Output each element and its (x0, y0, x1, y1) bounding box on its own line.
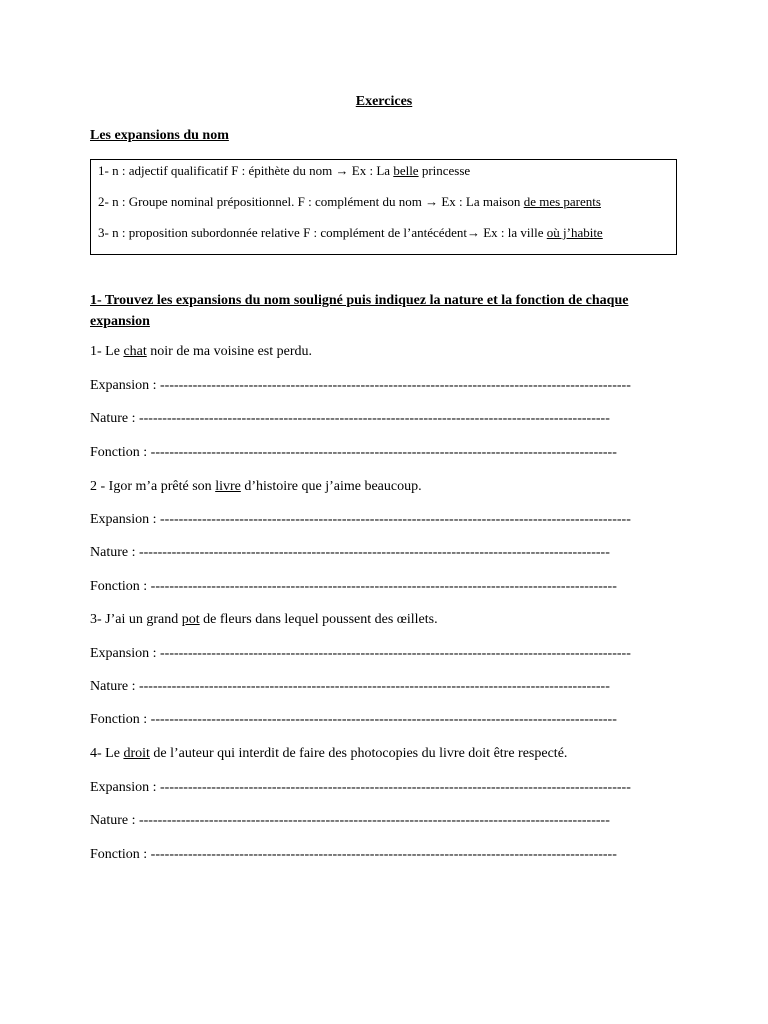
rule-example-underlined: de mes parents (523, 194, 601, 209)
answer-expansion-2: Expansion : ----------------------------------------------------------------------------------------------------- (90, 512, 631, 527)
question-4 (90, 746, 567, 762)
answer-nature-4: Nature : ----------------------------------------------------------------------------------------------------- (90, 813, 610, 828)
page-title: Exercices (355, 94, 413, 109)
question-text: 4- Le (90, 746, 124, 761)
question-3 (90, 612, 438, 628)
rule-1 (98, 163, 470, 179)
rule-text: 2- n : Groupe nominal prépositionnel. F : complément du nom → Ex : La maison (98, 194, 524, 209)
answer-fonction-2: Fonction : ---------------------------------------------------------------------------------------------------- (90, 579, 617, 594)
answer-expansion-4: Expansion : ----------------------------------------------------------------------------------------------------- (90, 780, 631, 795)
underlined-noun: livre (215, 479, 241, 494)
answer-fonction-4: Fonction : ---------------------------------------------------------------------------------------------------- (90, 847, 617, 862)
answer-fonction-3: Fonction : ---------------------------------------------------------------------------------------------------- (90, 712, 617, 727)
question-text: 3- J’ai un grand (90, 612, 182, 627)
underlined-noun: droit (123, 746, 150, 761)
underlined-noun: chat (123, 344, 147, 359)
question-text: de l’auteur qui interdit de faire des photocopies du livre doit être respecté. (149, 746, 568, 761)
rule-text: princesse (418, 163, 471, 178)
question-text: 1- Le (90, 344, 124, 359)
answer-nature-2: Nature : ----------------------------------------------------------------------------------------------------- (90, 545, 610, 560)
exercise-instruction: 1- Trouvez les expansions du nom souligné puis indiquez la nature et la fonction de chaque expansion (90, 293, 629, 329)
question-text: noir de ma voisine est perdu. (146, 344, 313, 359)
answer-expansion-1: Expansion : ----------------------------------------------------------------------------------------------------- (90, 378, 631, 393)
question-2 (90, 479, 422, 495)
rule-2 (98, 194, 601, 210)
answer-expansion-3: Expansion : ----------------------------------------------------------------------------------------------------- (90, 646, 631, 661)
answer-nature-1: Nature : ----------------------------------------------------------------------------------------------------- (90, 411, 610, 426)
answer-fonction-1: Fonction : ---------------------------------------------------------------------------------------------------- (90, 445, 617, 460)
section-subtitle: Les expansions du nom (90, 128, 229, 143)
rule-example-underlined: belle (393, 163, 419, 178)
question-1 (90, 344, 312, 360)
rule-text: 3- n : proposition subordonnée relative F : complément de l’antécédent→ Ex : la ville (98, 225, 547, 240)
question-text: d’histoire que j’aime beaucoup. (240, 479, 422, 494)
rule-example-underlined: où j’habite (546, 225, 603, 240)
answer-nature-3: Nature : ----------------------------------------------------------------------------------------------------- (90, 679, 610, 694)
underlined-noun: pot (181, 612, 200, 627)
rule-text: 1- n : adjectif qualificatif F : épithète du nom → Ex : La (98, 163, 394, 178)
rules-box (90, 159, 677, 255)
rule-3 (98, 225, 603, 241)
question-text: 2 - Igor m’a prêté son (90, 479, 216, 494)
question-text: de fleurs dans lequel poussent des œillets. (199, 612, 438, 627)
